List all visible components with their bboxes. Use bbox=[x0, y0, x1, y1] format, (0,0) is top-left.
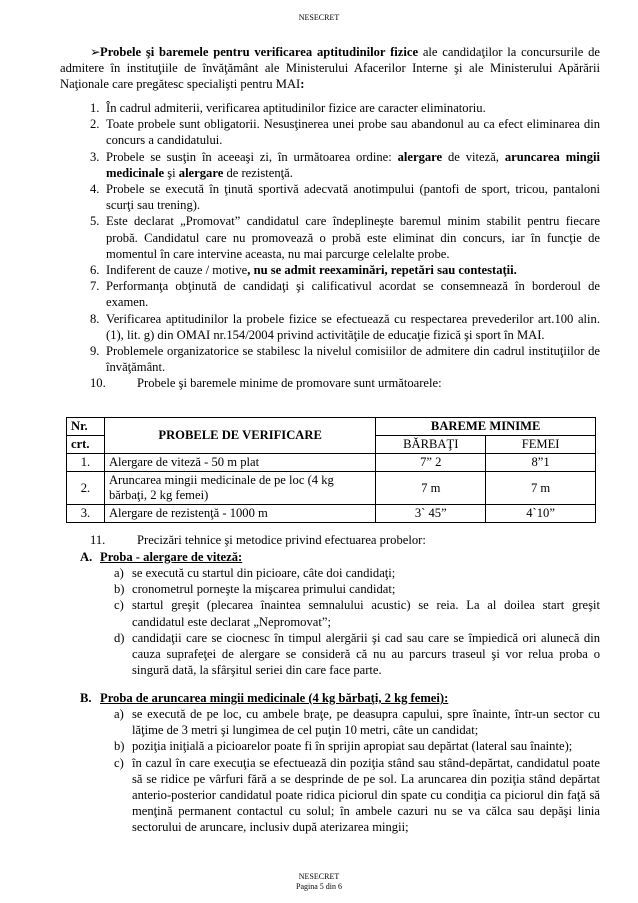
rule-item: 9. Problemele organizatorice se stabilesc la nivelul comisiilor de admitere din cadrul instituţiilor de învăţământ. bbox=[90, 344, 600, 375]
section-b-title: B. Proba de aruncarea mingii medicinale (4 kg bărbaţi, 2 kg femei): bbox=[80, 691, 449, 705]
section-a-title: A. Proba - alergare de viteză: bbox=[80, 550, 243, 564]
intro-title: Probele şi baremele pentru verificarea aptitudinilor fizice bbox=[100, 45, 419, 59]
list-item: c) în cazul în care execuţia se efectuează din poziţia stând sau stând-depărtat, candidatul poate să se ridice pe vârfuri fără a se desprinde de pe sol. La aruncarea din poziţia stând depărtat anterio-posterior candidatul poate ridica piciorul din spate cu condiţia ca piciorul din faţă să menţină permanent contactul cu solul; în ambele cazuri nu se va călca sau depăşi linia sectorului de aruncare, inclusiv după aterizarea mingii; bbox=[114, 755, 600, 835]
table-header-probe: PROBELE DE VERIFICARE bbox=[104, 418, 375, 454]
table-row: 1. Alergare de viteză - 50 m plat 7” 2 8”1 bbox=[67, 454, 596, 472]
table-header-femei: FEMEI bbox=[486, 436, 596, 454]
rule-item: 6. Indiferent de cauze / motive, nu se admit reexaminări, repetări sau contestaţii. bbox=[90, 263, 517, 278]
rule-item: 1. În cadrul admiterii, verificarea aptitudinilor fizice are caracter eliminatoriu. bbox=[90, 101, 486, 115]
bareme-table bbox=[66, 417, 596, 523]
list-item: a) se execută cu startul din picioare, câte doi candidaţi; bbox=[114, 566, 396, 580]
section-b-list bbox=[108, 706, 600, 836]
list-item: c) startul greşit (plecarea înaintea semnalului acustic) se reia. La al doilea start greşit candidatul este declarat „Nepromovat”; bbox=[114, 598, 600, 629]
list-item: a) se execută de pe loc, cu ambele braţe, pe deasupra capului, spre înainte, într-un sector cu lăţime de 3 metri şi lungimea de cel puţin 10 metri, câte un candidat; bbox=[114, 707, 600, 738]
intro-colon: : bbox=[300, 77, 305, 92]
page-number: Pagina 5 din 6 bbox=[296, 882, 342, 891]
rules-list bbox=[60, 100, 600, 392]
table-header-barbati: BĂRBAŢI bbox=[376, 436, 486, 454]
list-item: b) cronometrul porneşte la mişcarea primului candidat; bbox=[114, 582, 396, 597]
arrow-bullet-icon: ➢ bbox=[90, 45, 101, 59]
intro-paragraph bbox=[60, 44, 600, 93]
section-11: 11. Precizări tehnice şi metodice privind efectuarea probelor: bbox=[90, 533, 426, 547]
rule-item: 4. Probele se execută în ţinută sportivă adecvată anotimpului (pantofi de sport, tricou, pantaloni scurţi sau trening). bbox=[90, 182, 600, 213]
table-row: 3. Alergare de rezistenţă - 1000 m 3` 45” 4`10” bbox=[67, 505, 596, 523]
rule-item: 7. Performanţa obţinută de candidaţi şi calificativul acordat se consemnează în borderoul de examen. bbox=[90, 279, 600, 310]
list-item: b) poziţia iniţială a picioarelor poate fi în sprijin apropiat sau depărtat (lateral sau înainte); bbox=[114, 739, 573, 754]
intro-text: ale candidaţilor la concursurile de admitere în instituţiile de învăţământ ale Ministerului Afacerilor Interne şi ale Ministerului Apărării Naţionale care pregătesc specialişti pentru MAI bbox=[60, 45, 600, 92]
rule-item: 10. Probele şi baremele minime de promovare sunt următoarele: bbox=[90, 376, 442, 391]
list-item: d) candidaţii care se ciocnesc în timpul alergării şi cad sau care se împiedică ori alunecă din cauza suprafeţei de alergare se consideră că nu au parcurs traseul şi vor relua proba o singură dată, la sfârşitul seriei din care face parte. bbox=[114, 630, 600, 678]
rule-item: 5. Este declarat „Promovat” candidatul care îndeplineşte baremul minim stabilit pentru fiecare probă. Candidatul care nu promovează o probă este eliminat din concurs, iar în funcţie de momentul în care intervine aceasta, nu mai parcurge celelalte probe. bbox=[90, 214, 600, 261]
section-a-list bbox=[108, 565, 600, 678]
table-row: 2. Aruncarea mingii medicinale de pe loc (4 kg bărbaţi, 2 kg femei) 7 m 7 m bbox=[67, 472, 596, 505]
rule-item: 8. Verificarea aptitudinilor la probele fizice se efectuează cu respectarea prevederilor art.100 alin.(1), lit. g) din OMAI nr.154/2004 privind activităţile de educaţie fizică şi sport în MAI. bbox=[90, 311, 600, 342]
rule-item: 2. Toate probele sunt obligatorii. Nesusţinerea unei probe sau abandonul au ca efect eliminarea din concurs a candidatului. bbox=[90, 117, 600, 148]
rule-item: 3. Probele se susţin în aceeaşi zi, în următoarea ordine: alergare de viteză, aruncarea mingii medicinale şi alergare de rezistenţă. bbox=[90, 149, 600, 180]
table-header-bareme: BAREME MINIME bbox=[376, 418, 596, 436]
table-header-crt: crt. bbox=[67, 436, 105, 454]
table-header-nr: Nr. bbox=[67, 418, 105, 436]
footer-classification: NESECRET bbox=[298, 872, 340, 881]
header-classification: NESECRET bbox=[298, 13, 340, 22]
